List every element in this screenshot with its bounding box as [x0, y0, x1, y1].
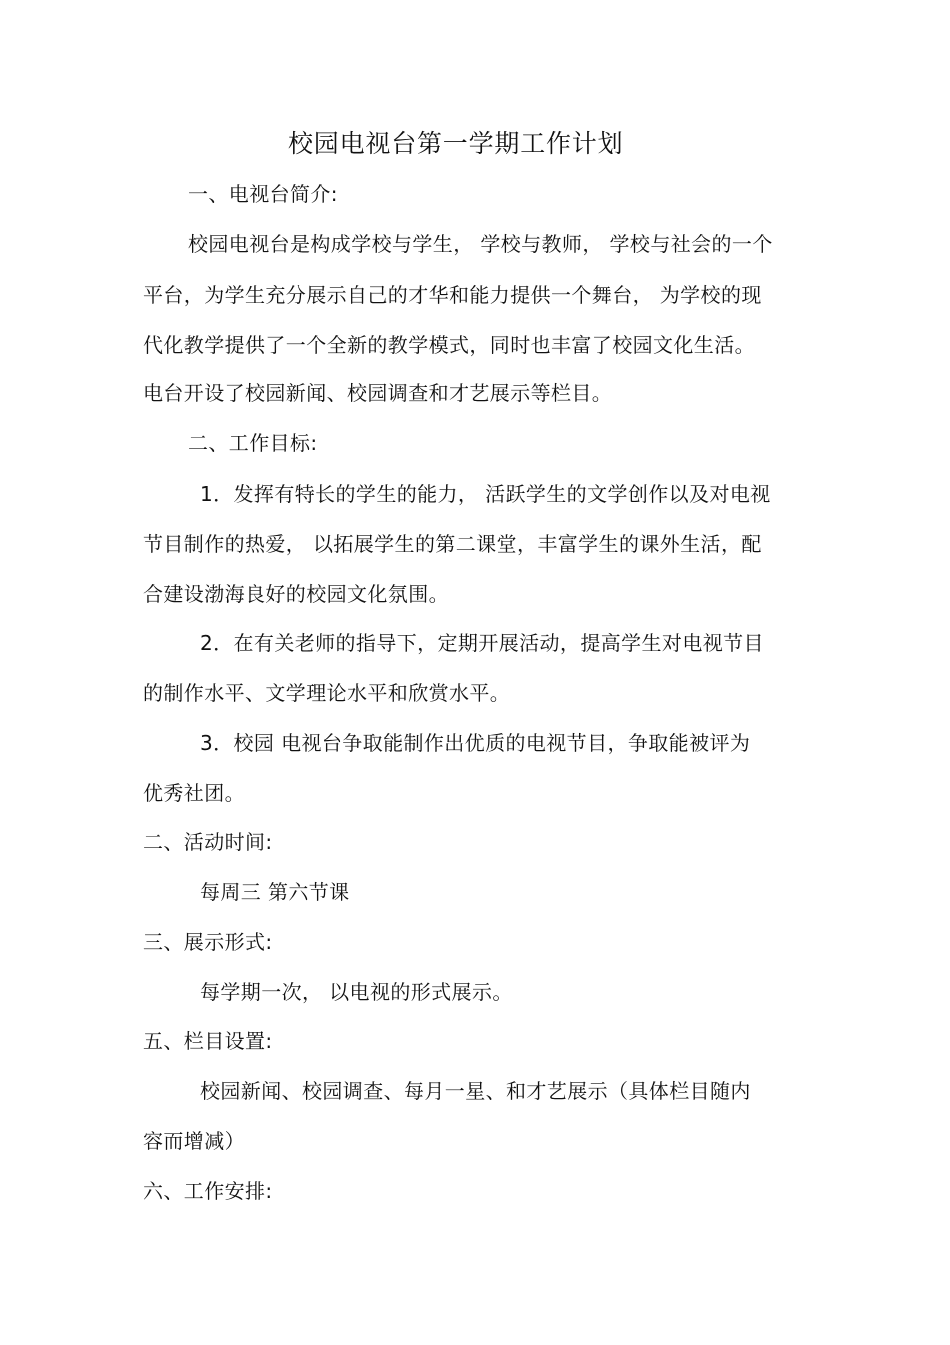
goal-2-line-1: 2．在有关老师的指导下，定期开展活动，提高学生对电视节目 — [200, 631, 764, 655]
section-heading-goals: 二、工作目标: — [188, 431, 318, 455]
section-heading-work-arrangement: 六、工作安排: — [143, 1179, 273, 1203]
activity-time-content: 每周三 第六节课 — [200, 880, 350, 904]
section-heading-display-form: 三、展示形式: — [143, 930, 273, 954]
goal-1-line-3: 合建设渤海良好的校园文化氛围。 — [143, 582, 449, 606]
goal-3-line-1: 3．校园 电视台争取能制作出优质的电视节目，争取能被评为 — [200, 731, 751, 755]
display-form-content: 每学期一次， 以电视的形式展示。 — [200, 980, 513, 1004]
section-heading-activity-time: 二、活动时间: — [143, 830, 273, 854]
intro-para-line-2: 平台，为学生充分展示自己的才华和能力提供一个舞台， 为学校的现 — [143, 283, 762, 307]
goal-1-line-2: 节目制作的热爱， 以拓展学生的第二课堂，丰富学生的课外生活，配 — [143, 532, 762, 556]
intro-para-line-4: 电台开设了校园新闻、校园调查和才艺展示等栏目。 — [143, 381, 613, 405]
section-heading-columns: 五、栏目设置: — [143, 1029, 273, 1053]
intro-para-line-1: 校园电视台是构成学校与学生， 学校与教师， 学校与社会的一个 — [188, 232, 773, 256]
intro-para-line-3: 代化教学提供了一个全新的教学模式，同时也丰富了校园文化生活。 — [143, 333, 755, 357]
section-heading-intro: 一、电视台简介: — [188, 182, 338, 206]
goal-1-line-1: 1．发挥有特长的学生的能力， 活跃学生的文学创作以及对电视 — [200, 482, 771, 506]
columns-content-line-1: 校园新闻、校园调查、每月一星、和才艺展示（具体栏目随内 — [200, 1079, 751, 1103]
columns-content-line-2: 容而增减） — [143, 1129, 245, 1153]
goal-2-line-2: 的制作水平、文学理论水平和欣赏水平。 — [143, 681, 511, 705]
document-title: 校园电视台第一学期工作计划 — [288, 129, 624, 158]
goal-3-line-2: 优秀社团。 — [143, 781, 245, 805]
